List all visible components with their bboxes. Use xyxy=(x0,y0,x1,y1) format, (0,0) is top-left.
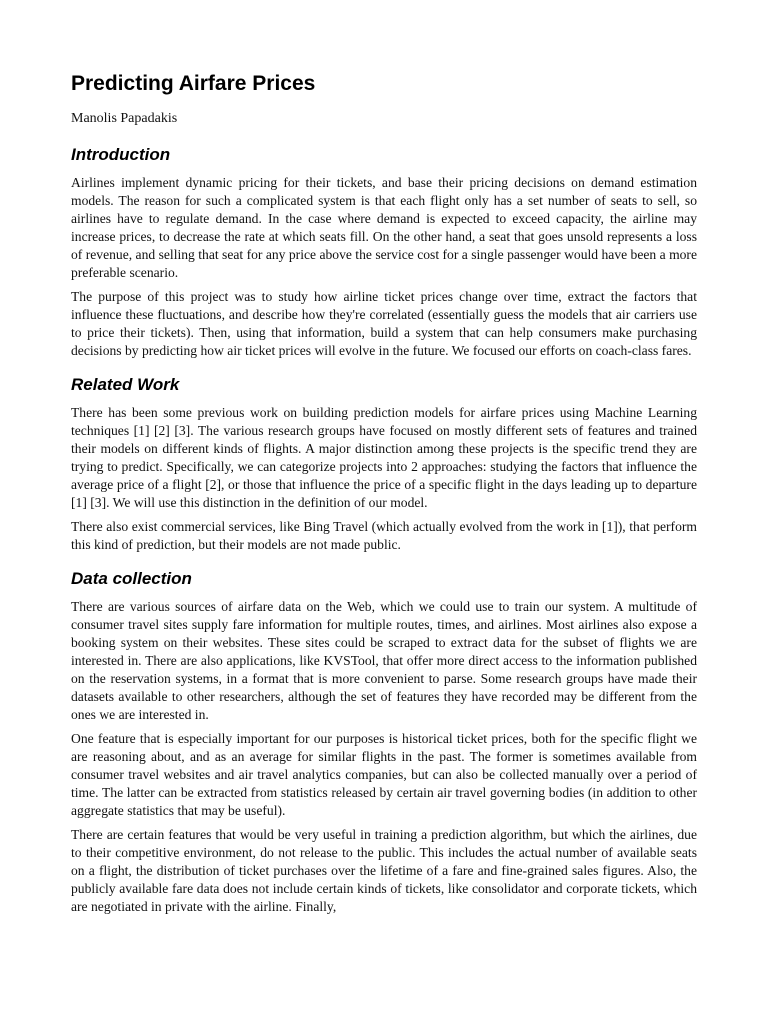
document-page xyxy=(71,70,697,930)
paragraph: Airlines implement dynamic pricing for their tickets, and base their pricing decisions on demand estimation models. The reason for such a complicated system is that each flight only has a set number of seats to sell, so airlines have to regulate demand. In the case where demand is expected to exceed capacity, the airline may increase prices, to decrease the rate at which seats fill. On the other hand, a seat that goes unsold represents a loss of revenue, and selling that seat for any price above the service cost for a single passenger would have been a more preferable scenario. xyxy=(71,175,697,280)
paragraph: There are certain features that would be very useful in training a prediction algorithm, but which the airlines, due to their competitive environment, do not release to the public. This includes the actual number of available seats on a flight, the distribution of ticket purchases over the lifetime of a fare and fine-grained sales figures. Also, the publicly available fare data does not include certain kinds of tickets, like consolidator and corporate tickets, which are negotiated in private with the airline. Finally, xyxy=(71,827,697,914)
section-heading: Introduction xyxy=(71,145,171,164)
paragraph: One feature that is especially important for our purposes is historical ticket prices, both for the specific flight we are reasoning about, and as an average for similar flights in the past. The former is sometimes available from consumer travel websites and air travel analytics companies, but can also be collected manually over a period of time. The latter can be extracted from statistics released by certain air travel governing bodies (in addition to other aggregate statistics that may be useful). xyxy=(71,731,697,818)
paragraph: There also exist commercial services, like Bing Travel (which actually evolved from the work in [1]), that perform this kind of prediction, but their models are not made public. xyxy=(71,519,697,552)
paragraph: The purpose of this project was to study how airline ticket prices change over time, extract the factors that influence these fluctuations, and describe how they're correlated (essentially guess the models that air carriers use to price their tickets). Then, using that information, build a system that can help consumers make purchasing decisions by predicting how air ticket prices will evolve in the future. We focused our efforts on coach-class fares. xyxy=(71,289,697,358)
paragraph: There has been some previous work on building prediction models for airfare prices using Machine Learning techniques [1] [2] [3]. The various research groups have focused on mostly different sets of features and trained their models on different kinds of flights. A major distinction among these projects is the specific trend they are trying to predict. Specifically, we can categorize projects into 2 approaches: studying the factors that influence the average price of a flight [2], or those that influence the price of a specific flight in the days leading up to departure [1] [3]. We will use this distinction in the definition of our model. xyxy=(71,405,697,510)
document-title: Predicting Airfare Prices xyxy=(71,72,316,95)
section-heading: Related Work xyxy=(71,375,180,394)
section-data-collection xyxy=(71,568,697,916)
section-related-work xyxy=(71,374,697,554)
section-introduction xyxy=(71,144,697,360)
paragraph: There are various sources of airfare data on the Web, which we could use to train our system. A multitude of consumer travel sites supply fare information for multiple routes, times, and airlines. Most airlines also expose a booking system on their websites. These sites could be scraped to extract data for the subset of flights we are interested in. There are also applications, like KVSTool, that offer more direct access to the information published on the reservation systems, in a format that is more convenient to parse. Some research groups have made their datasets available to other researchers, although the set of features they have recorded may be different from the ones we are interested in. xyxy=(71,599,697,722)
document-author: Manolis Papadakis xyxy=(71,111,178,126)
section-heading: Data collection xyxy=(71,569,192,588)
